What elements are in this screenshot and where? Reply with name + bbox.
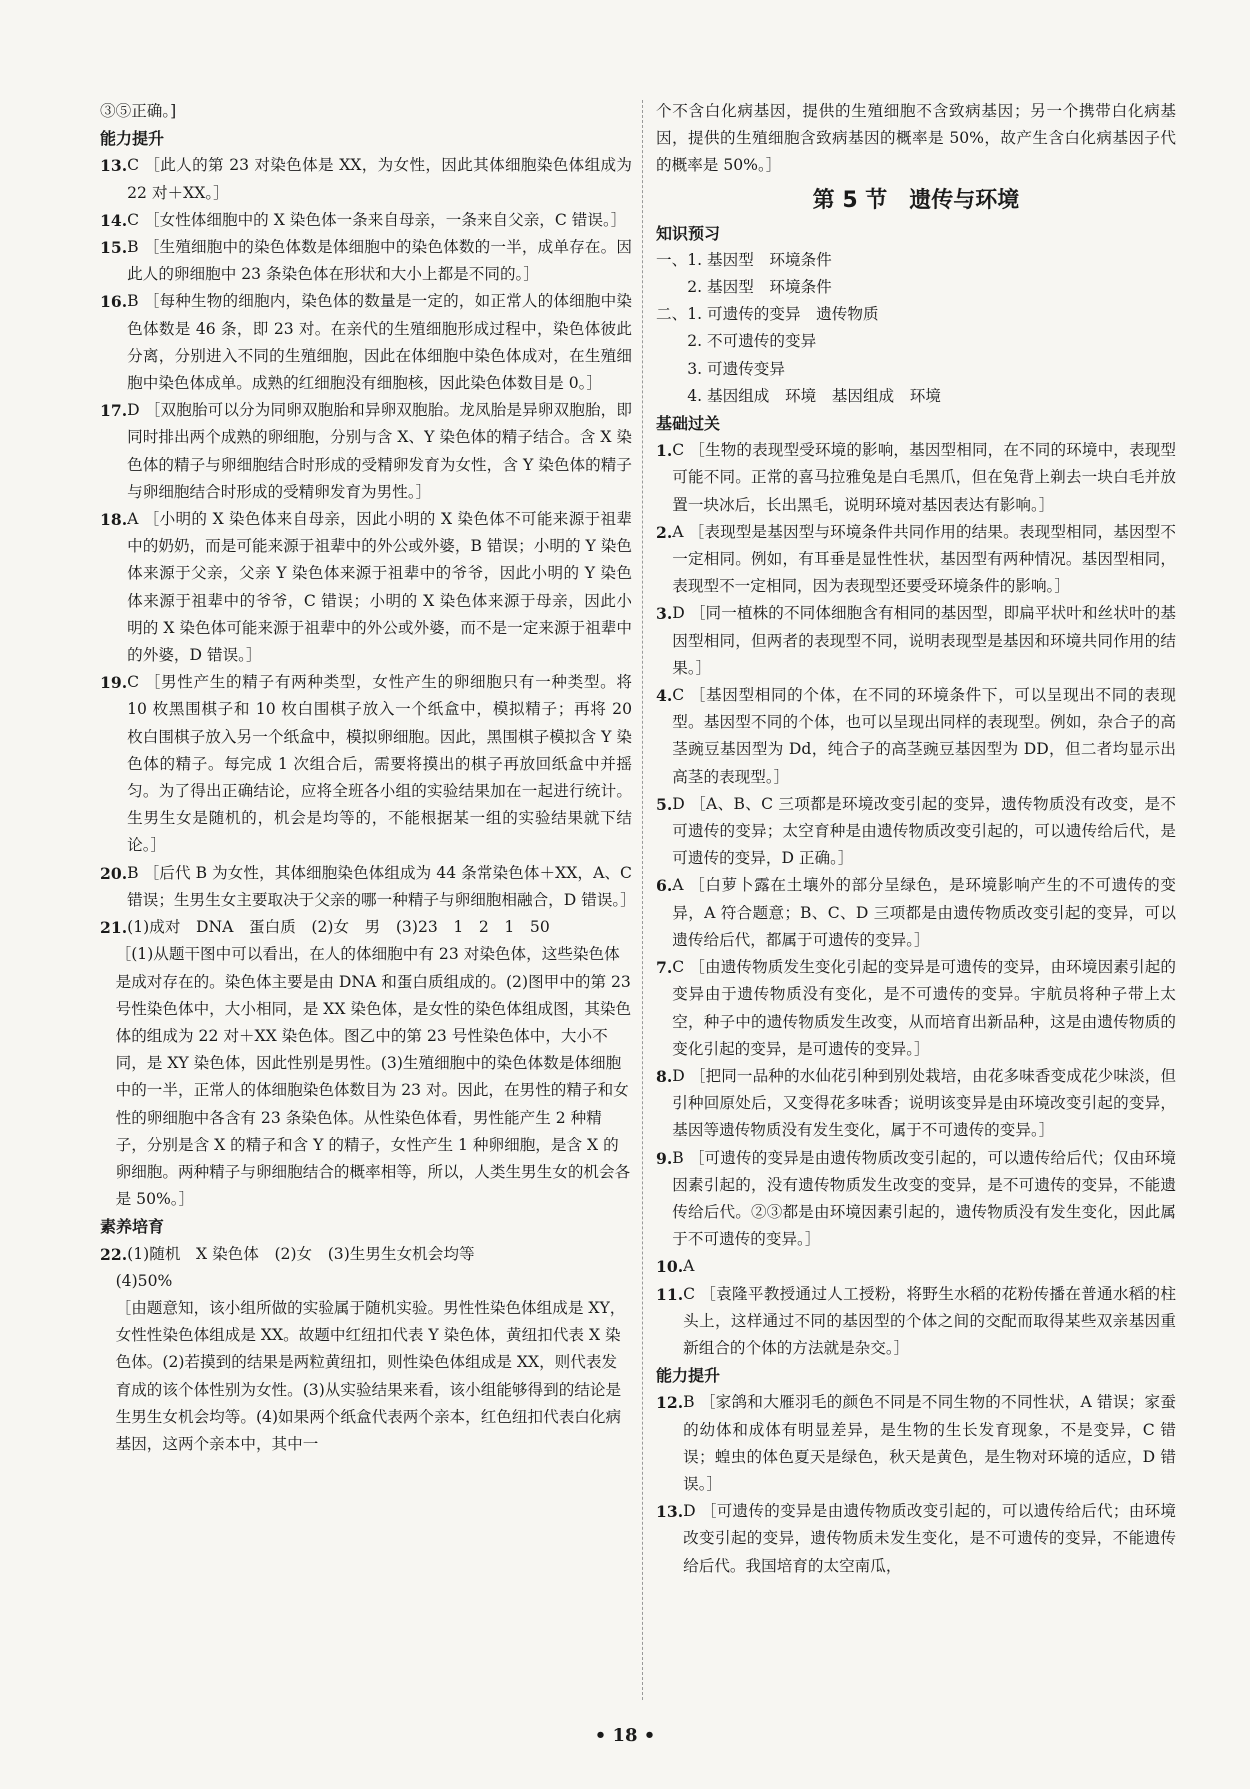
question-number: 3. [656, 604, 673, 624]
question-number: 18. [100, 510, 128, 530]
question-number: 16. [100, 292, 128, 312]
answer-text: B ［家鸽和大雁羽毛的颜色不同是不同生物的不同性状，A 错误；家蚕的幼体和成体有明显差异，是生物的生长发育现象，不是变异，C 错误；蝗虫的体色夏天是绿色，秋天是黄色，是生物对环境的适应，D 错误。］ [683, 1393, 1176, 1493]
answer-item [100, 914, 632, 941]
answer-text: B ［后代 B 为女性，其体细胞染色体组成为 44 条常染色体＋XX，A、C 错误；生男生女主要取决于父亲的哪一种精子与卵细胞相融合，D 错误。］ [127, 863, 636, 909]
answer-text: D ［同一植株的不同体细胞含有相同的基因型，即扁平状叶和丝状叶的基因型相同，但两者的表现型不同，说明表现型是基因和环境共同作用的结果。］ [672, 604, 1176, 677]
question-number: 15. [100, 238, 128, 258]
answer-item [100, 234, 632, 288]
answer-text: D ［可遗传的变异是由遗传物质改变引起的，可以遗传给后代；由环境改变引起的变异，遗传物质未发生变化，是不可遗传的变异，不能遗传给后代。我国培育的太空南瓜， [683, 1502, 1176, 1575]
answer-text: C ［此人的第 23 对染色体是 XX，为女性，因此其体细胞染色体组成为 22 对＋XX。］ [127, 156, 632, 202]
answer-item [656, 791, 1176, 873]
answer-item [100, 860, 636, 914]
question-number: 21. [100, 918, 128, 938]
right-answer-list [656, 220, 1176, 1580]
answer-text: C ［基因型相同的个体，在不同的环境条件下，可以呈现出不同的表现型。基因型不同的个体，也可以呈现出同样的表现型。例如，杂合子的高茎豌豆基因型为 Dd，纯合子的高茎豌豆基因型为 DD，但二者均显示出高茎的表现型。］ [672, 686, 1176, 786]
carryover-text [656, 98, 1176, 180]
carryover-body: 个不含白化病基因，提供的生殖细胞不含致病基因；另一个携带白化病基因，提供的生殖细胞含致病基因的概率是 50%，故产生含白化病基因子代的概率是 50%。］ [656, 102, 1176, 175]
page-number: • 18 • [594, 1725, 656, 1746]
answer-item [100, 207, 632, 234]
answer-text: D ［A、B、C 三项都是环境改变引起的变异，遗传物质没有改变，是不可遗传的变异；太空育种是由遗传物质改变引起的，可以遗传给后代，是可遗传的变异，D 正确。］ [672, 794, 1176, 868]
answer-text: (1)成对 DNA 蛋白质 (2)女 男 (3)23 1 2 1 50 [127, 918, 550, 937]
answer-item [656, 1253, 1176, 1280]
question-number: 8. [656, 1066, 673, 1086]
text-line: 2. 基因型 环境条件 [687, 278, 832, 297]
question-number: 14. [100, 210, 128, 230]
answer-text: B ［每种生物的细胞内，染色体的数量是一定的，如正常人的体细胞中染色体数是 46 条，即 23 对。在亲代的生殖细胞形成过程中，染色体彼此分离，分别进入不同的生殖细胞，因此在体细胞中染色体成对，在生殖细胞中染色体成单。成熟的红细胞没有细胞核，因此染色体数目是 0。］ [127, 292, 632, 393]
answer-item [656, 954, 1176, 1063]
question-number: 12. [656, 1393, 684, 1413]
answer-text: C ［女性体细胞中的 X 染色体一条来自母亲，一条来自父亲，C 错误。］ [127, 210, 627, 229]
question-number: 1. [656, 441, 673, 461]
column-divider [642, 100, 643, 1700]
answer-text: D ［双胞胎可以分为同卵双胞胎和异卵双胞胎。龙凤胎是异卵双胞胎，即同时排出两个成熟的卵细胞，分别与含 X、Y 染色体的精子结合。含 X 染色体的精子与卵细胞结合时形成的受精卵发育为女性，含 Y 染色体的精子与卵细胞结合时形成的受精卵发育为男性。］ [127, 401, 632, 501]
answer-item [656, 1281, 1176, 1363]
left-column [100, 98, 636, 1458]
answer-item [656, 1145, 1176, 1254]
section-heading: 基础过关 [656, 414, 721, 434]
section-heading: 能力提升 [100, 129, 165, 149]
answer-item [656, 1389, 1176, 1498]
answer-item [656, 519, 1176, 601]
text-line: 一、1. 基因型 环境条件 [656, 250, 832, 269]
section-heading: 素养培育 [100, 1217, 165, 1237]
right-column [656, 98, 1176, 1580]
text-line: (4)50% [115, 1271, 173, 1290]
answer-text: B ［生殖细胞中的染色体数是体细胞中的染色体数的一半，成单存在。因此人的卵细胞中 23 条染色体在形状和大小上都是不同的。］ [127, 238, 632, 284]
answer-item [100, 1241, 632, 1268]
text-line: 4. 基因组成 环境 基因组成 环境 [687, 386, 941, 405]
section-heading: 能力提升 [656, 1366, 721, 1386]
question-number: 11. [656, 1284, 684, 1304]
answer-text: C ［男性产生的精子有两种类型，女性产生的卵细胞只有一种类型。将 10 枚黑围棋子和 10 枚白围棋子放入一个纸盒中，模拟精子；再将 20 枚白围棋子放入另一个纸盒中，模拟卵细胞。因此，黑围棋子模拟含 Y 染色体的精子。每完成 1 次组合后，需要将摸出的棋子再放回纸盒中并摇匀。为了得出正确结论，应将全班各小组的实验结果加在一起进行统计。生男生女是随机的，机会是均等的，不能根据某一组的实验结果就下结论。］ [127, 673, 632, 855]
answer-item [656, 1498, 1176, 1580]
question-number: 19. [100, 673, 128, 693]
answer-text: (1)随机 X 染色体 (2)女 (3)生男生女机会均等 [127, 1244, 475, 1263]
answer-text: A ［小明的 X 染色体来自母亲，因此小明的 X 染色体不可能来源于祖辈中的奶奶，而是可能来源于祖辈中的外公或外婆，B 错误；小明的 Y 染色体来源于父亲，父亲 Y 染色体来源于祖辈中的爷爷，因此小明的 Y 染色体来源于祖辈中的爷爷，C 错误；小明的 X 染色体来源于母亲，因此小明的 X 染色体可能来源于祖辈中的外公或外婆，而不是一定来源于祖辈中的外婆，D 错误。］ [127, 510, 632, 665]
answer-item [100, 288, 632, 397]
answer-item [100, 397, 632, 506]
text-line: ③⑤正确。] [100, 102, 177, 120]
text-line: ［(1)从题干图中可以看出，在人的体细胞中有 23 对染色体，这些染色体是成对存在的。染色体主要是由 DNA 和蛋白质组成的。(2)图甲中的第 23 号性染色体中，大小相同，是 XX 染色体，是女性的染色体组成图，其染色体的组成为 22 对＋XX 染色体。图乙中的第 23 号性染色体中，大小不同，是 XY 染色体，因此性别是男性。(3)生殖细胞中的染色体数是体细胞中的一半，正常人的体细胞染色体数目为 23 对。因此，在男性的精子和女性的卵细胞中各含有 23 条染色体。从性染色体看，男性能产生 2 种精子，分别是含 X 的精子和含 Y 的精子，女性产生 1 种卵细胞，是含 X 的卵细胞。两种精子与卵细胞结合的概率相等，所以，人类生男生女的机会各是 50%。］ [115, 945, 632, 1209]
answer-text: D ［把同一品种的水仙花引种到别处栽培，由花多味香变成花少味淡，但引种回原处后，又变得花多味香；说明该变异是由环境改变引起的变异，基因等遗传物质没有发生变化，属于不可遗传的变异。］ [672, 1066, 1176, 1140]
answer-item [100, 152, 632, 206]
text-line: 2. 不可遗传的变异 [687, 332, 817, 351]
section-title: 第 5 节 遗传与环境 [812, 187, 1020, 213]
text-line: 二、1. 可遗传的变异 遗传物质 [656, 305, 879, 324]
question-number: 4. [656, 686, 673, 706]
answer-text: C ［袁隆平教授通过人工授粉，将野生水稻的花粉传播在普通水稻的柱头上，这样通过不同的基因型的个体之间的交配而取得某些双亲基因重新组合的个体的方法就是杂交。］ [683, 1284, 1176, 1357]
answer-item [656, 682, 1176, 791]
question-number: 22. [100, 1244, 128, 1264]
question-number: 17. [100, 401, 128, 421]
question-number: 13. [656, 1502, 684, 1522]
text-line: 3. 可遗传变异 [687, 359, 785, 378]
answer-item [656, 600, 1176, 682]
answer-text: A ［白萝卜露在土壤外的部分呈绿色，是环境影响产生的不可遗传的变异，A 符合题意；B、C、D 三项都是由遗传物质改变引起的变异，可以遗传给后代，都属于可遗传的变异。］ [672, 876, 1176, 949]
answer-item [656, 1063, 1176, 1145]
question-number: 6. [656, 876, 673, 896]
question-number: 20. [100, 863, 128, 883]
question-number: 13. [100, 156, 128, 176]
answer-text: B ［可遗传的变异是由遗传物质改变引起的，可以遗传给后代；仅由环境因素引起的，没有遗传物质发生改变的变异，是不可遗传的变异，不能遗传给后代。②③都是由环境因素引起的，遗传物质没有发生变化，因此属于不可遗传的变异。］ [672, 1148, 1176, 1249]
answer-text: A [683, 1257, 695, 1276]
text-line: ［由题意知，该小组所做的实验属于随机实验。男性性染色体组成是 XY，女性性染色体组成是 XX。故题中红纽扣代表 Y 染色体，黄纽扣代表 X 染色体。(2)若摸到的结果是两粒黄纽扣，则性染色体组成是 XX，则代表发育成的该个体性别为女性。(3)从实验结果来看，该小组能够得到的结论是生男生女机会均等。(4)如果两个纸盒代表两个亲本，红色纽扣代表白化病基因，这两个亲本中，其中一 [115, 1298, 626, 1453]
answer-text: C ［由遗传物质发生变化引起的变异是可遗传的变异，由环境因素引起的变异由于遗传物质没有变化，是不可遗传的变异。宇航员将种子带上太空，种子中的遗传物质发生改变，从而培育出新品种，这是由遗传物质的变化引起的变异，是可遗传的变异。］ [672, 958, 1176, 1058]
question-number: 2. [656, 522, 673, 542]
answer-item [656, 437, 1176, 519]
question-number: 5. [656, 794, 673, 814]
question-number: 10. [656, 1257, 684, 1277]
question-number: 9. [656, 1148, 673, 1168]
section-heading: 知识预习 [656, 223, 721, 243]
answer-text: C ［生物的表现型受环境的影响，基因型相同，在不同的环境中，表现型可能不同。正常的喜马拉雅兔是白毛黑爪，但在兔背上剃去一块白毛并放置一块冰后，长出黑毛，说明环境对基因表达有影响。］ [672, 441, 1176, 514]
answer-item [100, 669, 632, 859]
question-number: 7. [656, 958, 673, 978]
answer-item [656, 872, 1176, 954]
answer-text: A ［表现型是基因型与环境条件共同作用的结果。表现型相同，基因型不一定相同。例如，有耳垂是显性性状，基因型有两种情况。基因型相同，表现型不一定相同，因为表现型还要受环境条件的影响。］ [672, 522, 1176, 596]
answer-item [100, 506, 632, 669]
